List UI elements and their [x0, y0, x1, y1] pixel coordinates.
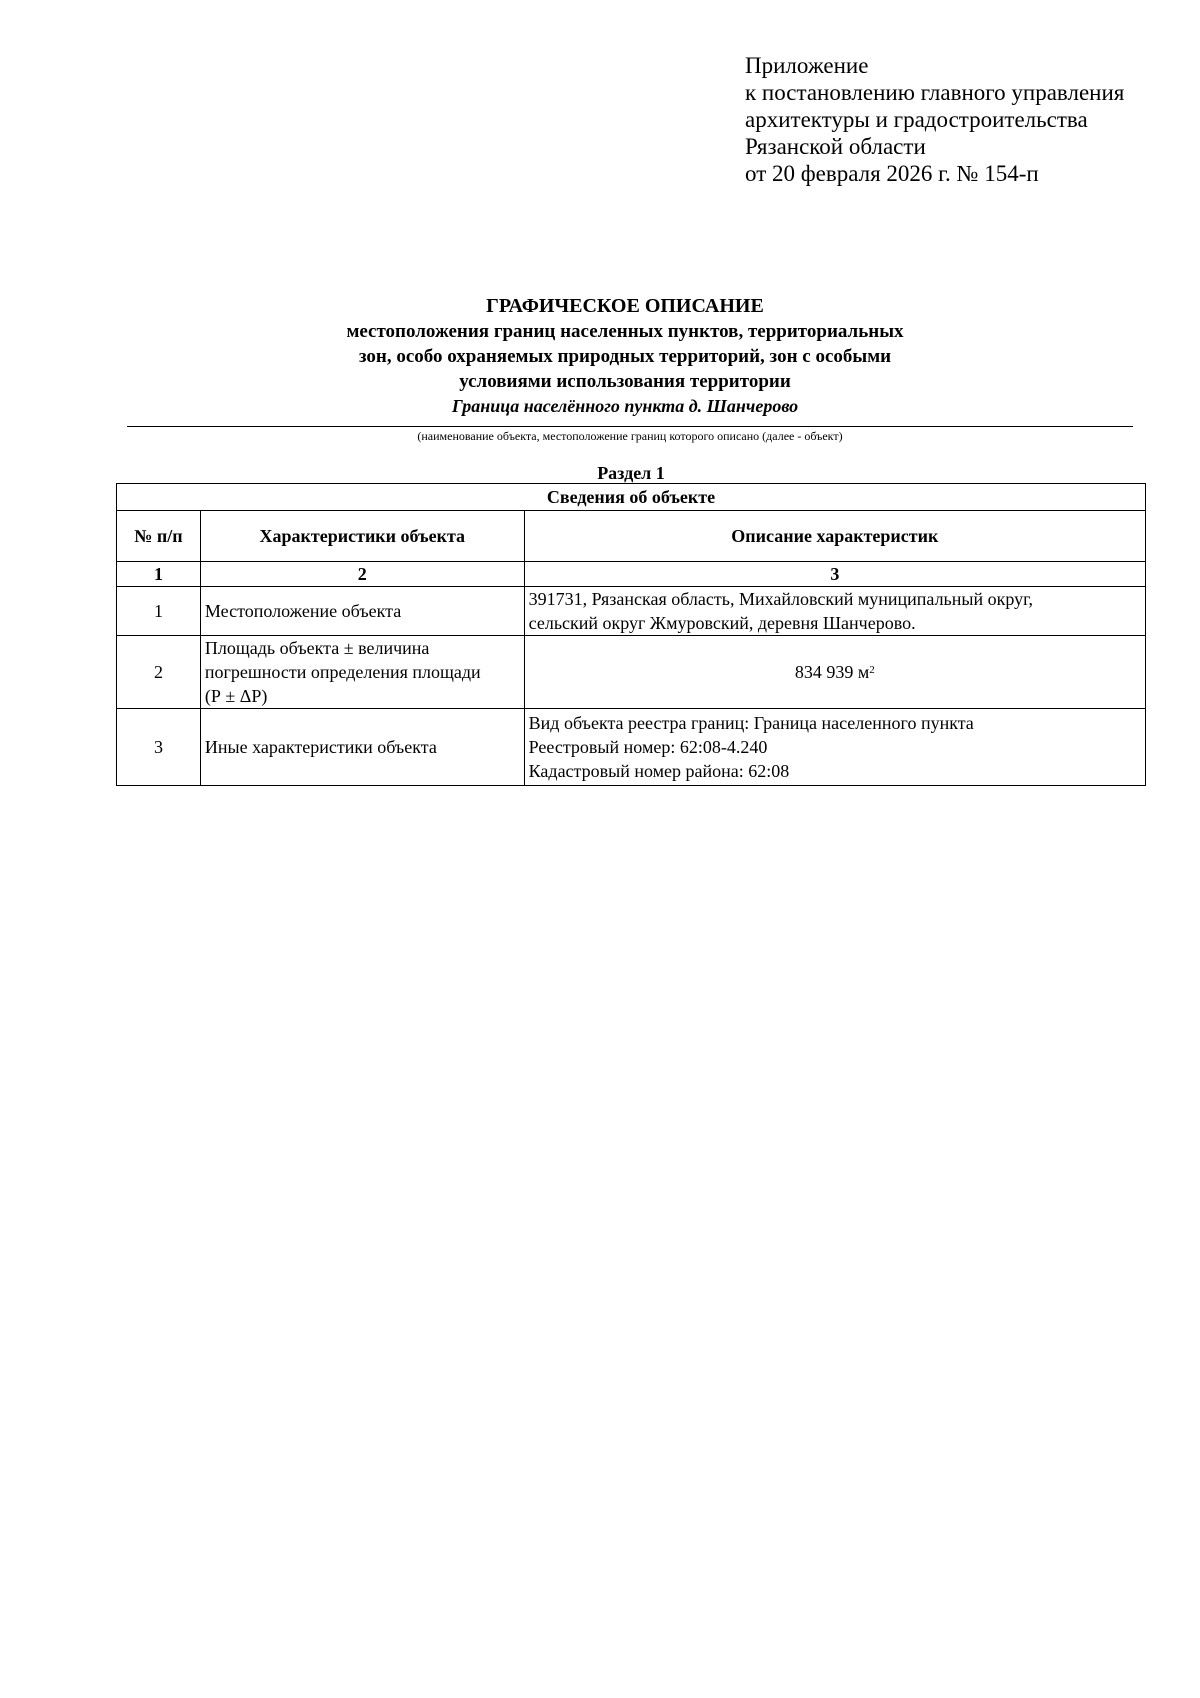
header-num-label: № п/п: [134, 526, 183, 546]
object-name-caption: (наименование объекта, местоположение границ которого описано (далее - объект): [417, 429, 843, 443]
table-row: [117, 709, 1146, 786]
description-line: сельский округ Жмуровский, деревня Шанчерово.: [528, 613, 916, 633]
description-line: 391731, Рязанская область, Михайловский муниципальный округ,: [528, 589, 1033, 609]
document-subtitle-line: условиями использования территории: [459, 371, 791, 392]
header-description: Описание характеристик: [524, 511, 1145, 562]
section-title: Раздел 1: [597, 463, 665, 483]
header-characteristic: Характеристики объекта: [200, 511, 524, 562]
appendix-line: к постановлению главного управления: [745, 80, 1125, 105]
description-line: Реестровый номер: 62:08-4.240: [528, 737, 768, 757]
appendix-line: Рязанской области: [745, 134, 926, 159]
table-row: [117, 587, 1146, 636]
document-title-block: [120, 294, 1130, 418]
row-characteristic: Местоположение объекта: [200, 587, 524, 636]
document-subtitle-line: местоположения границ населенных пунктов, территориальных: [346, 321, 904, 342]
row-num: 3: [117, 709, 201, 786]
object-name: Граница населённого пункта д. Шанчерово: [451, 396, 799, 416]
column-number: 3: [524, 562, 1145, 587]
header-num: [117, 511, 201, 562]
document-title: ГРАФИЧЕСКОЕ ОПИСАНИЕ: [486, 295, 764, 317]
table-caption: Сведения об объекте: [117, 484, 1146, 511]
characteristic-line: погрешности определения площади: [204, 662, 481, 682]
description-line: Вид объекта реестра границ: Граница населенного пункта: [528, 713, 974, 733]
characteristic-line: Площадь объекта ± величина: [204, 638, 430, 658]
row-num: 1: [117, 587, 201, 636]
row-description: [524, 709, 1145, 786]
description-line: Кадастровый номер района: 62:08: [528, 761, 790, 781]
row-characteristic: Иные характеристики объекта: [200, 709, 524, 786]
appendix-reference: [745, 52, 1124, 187]
table-row: [117, 636, 1146, 709]
row-num: 2: [117, 636, 201, 709]
appendix-line: архитектуры и градостроительства: [745, 107, 1088, 132]
row-description: [524, 636, 1145, 709]
column-number: 1: [117, 562, 201, 587]
document-subtitle-line: зон, особо охраняемых природных территорий, зон с особыми: [358, 346, 892, 367]
area-unit-power: 2: [869, 664, 875, 676]
column-number: 2: [200, 562, 524, 587]
object-name-underline: [127, 426, 1133, 427]
appendix-line: Приложение: [745, 53, 869, 78]
row-characteristic: [200, 636, 524, 709]
appendix-line: от 20 февраля 2026 г. № 154-п: [745, 161, 1039, 186]
area-value: 834 939 м: [794, 662, 870, 682]
characteristic-line: (Р ± ΔР): [204, 686, 268, 706]
object-info-table: [116, 483, 1146, 786]
row-description: [524, 587, 1145, 636]
